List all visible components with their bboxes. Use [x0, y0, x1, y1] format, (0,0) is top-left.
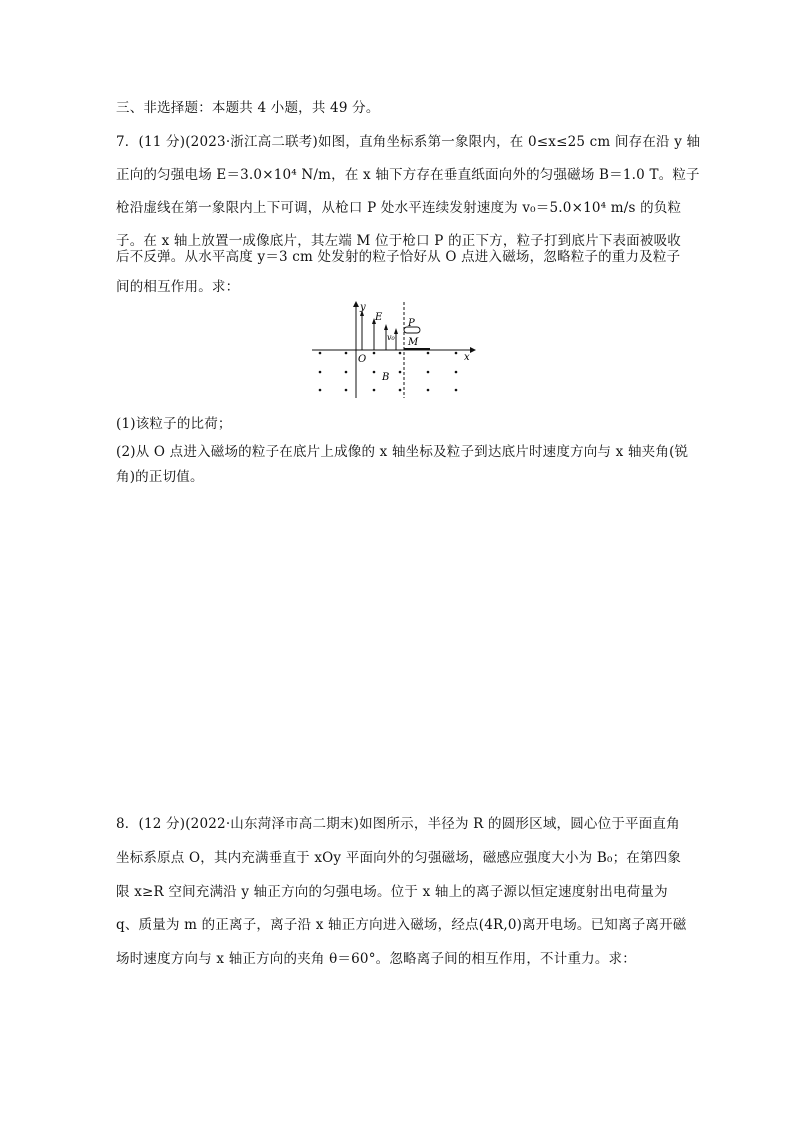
- q8-line-4: q、质量为 m 的正离子，离子沿 x 轴正方向进入磁场，经点(4R,0)离开电场。已知离子离开磁: [116, 917, 687, 933]
- q7-figure: [312, 300, 480, 400]
- q8-line-1: 8．(12 分)(2022·山东菏泽市高二期末)如图所示，半径为 R 的圆形区域，圆心位于平面直角: [116, 816, 680, 832]
- y-axis-arrow-icon: [353, 301, 359, 307]
- x-axis-label: x: [464, 352, 470, 363]
- q7-sub-question-1: (1)该粒子的比荷；: [116, 416, 232, 432]
- q7-sub-question-2-line-2: 角)的正切值。: [116, 469, 204, 485]
- velocity-label: v₀: [387, 333, 395, 342]
- x-axis-arrow-icon: [470, 347, 476, 353]
- q7-sub-question-2-line-1: (2)从 O 点进入磁场的粒子在底片上成像的 x 轴坐标及粒子到达底片时速度方向与 x 轴夹角(锐: [116, 444, 689, 460]
- field-E-label: E: [375, 312, 383, 323]
- origin-label: O: [358, 354, 367, 365]
- q7-line-6: 间的相互作用。求：: [116, 279, 240, 295]
- q7-line-2: 正向的匀强电场 E＝3.0×10⁴ N/m，在 x 轴下方存在垂直纸面向外的匀强磁场 B＝1.0 T。粒子: [116, 167, 700, 183]
- q8-line-3: 限 x≥R 空间充满沿 y 轴正方向的匀强电场。位于 x 轴上的离子源以恒定速度射出电荷量为: [116, 884, 668, 900]
- q7-line-1: 7．(11 分)(2023·浙江高二联考)如图，直角坐标系第一象限内，在 0≤x≤25 cm 间存在沿 y 轴: [116, 134, 701, 150]
- section-header: 三、非选择题：本题共 4 小题，共 49 分。: [116, 100, 380, 116]
- q8-line-2: 坐标系原点 O，其内充满垂直于 xOy 平面向外的匀强磁场，磁感应强度大小为 B₀；在第四象: [116, 850, 682, 866]
- q7-line-5: 后不反弹。从水平高度 y＝3 cm 处发射的粒子恰好从 O 点进入磁场，忽略粒子的重力及粒子: [116, 249, 681, 265]
- q7-field-diagram: [312, 300, 480, 400]
- y-axis-label: y: [360, 302, 366, 313]
- gun-P-label: P: [408, 318, 415, 329]
- q7-line-3: 枪沿虚线在第一象限内上下可调，从枪口 P 处水平连续发射速度为 v₀＝5.0×10⁴ m/s 的负粒: [116, 200, 682, 216]
- q8-line-5: 场时速度方向与 x 轴正方向的夹角 θ＝60°。忽略离子间的相互作用，不计重力。求：: [116, 951, 636, 967]
- film-M-label: M: [408, 337, 419, 348]
- q7-line-4: 子。在 x 轴上放置一成像底片，其左端 M 位于枪口 P 的正下方，粒子打到底片下表面被吸收: [116, 233, 681, 249]
- field-B-label: B: [382, 372, 390, 383]
